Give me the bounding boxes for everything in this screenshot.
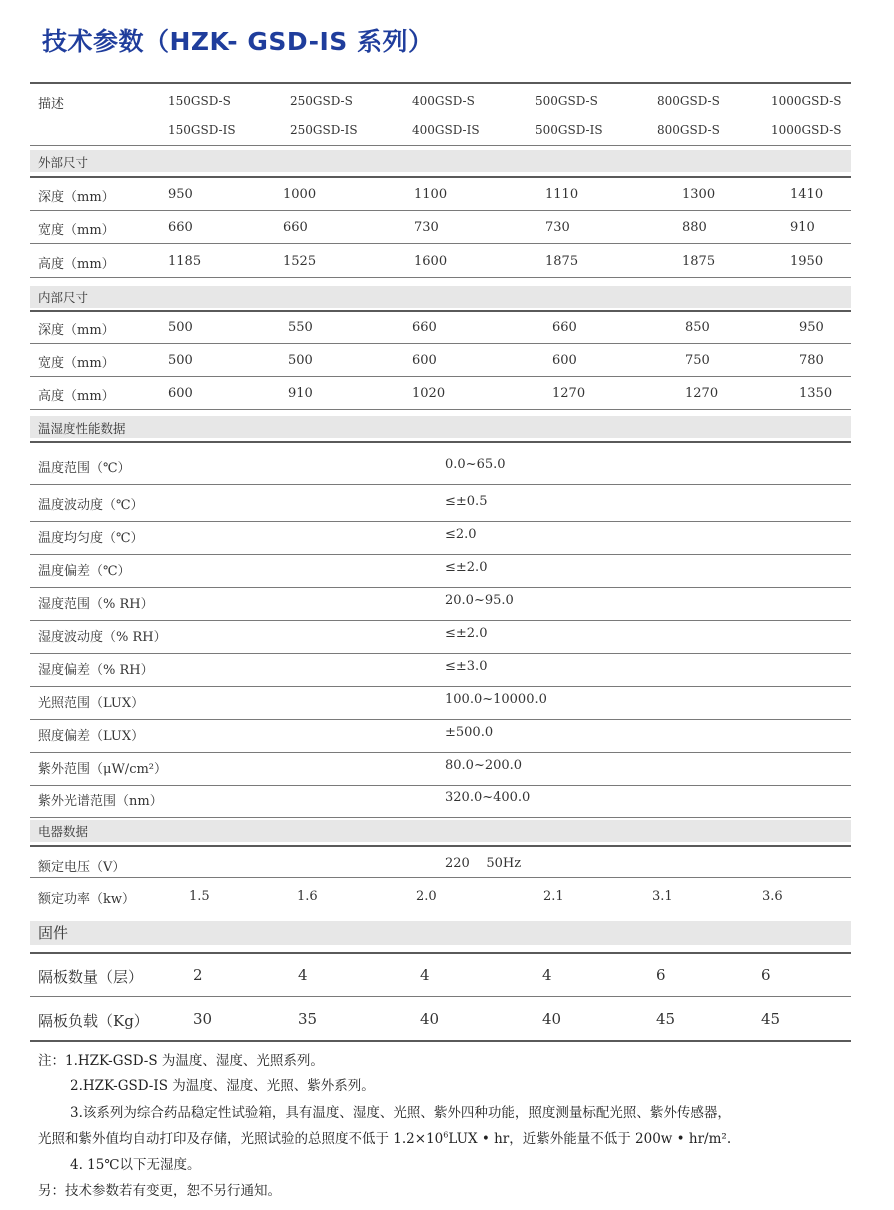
row-divider — [30, 952, 851, 954]
exponent: 6 — [443, 1130, 449, 1140]
header-label: 描述 — [38, 97, 65, 112]
row-divider — [30, 620, 851, 621]
row-label: 紫外光谱范围（nm） — [38, 794, 163, 809]
row-label: 隔板数量（层） — [38, 968, 144, 986]
cell-value: 1270 — [685, 386, 719, 401]
cell-value: 1.6 — [297, 889, 318, 904]
cell-value: 40 — [420, 1010, 440, 1028]
note-fragment: LUX • hr，近紫外能量不低于 200w • hr/m². — [448, 1131, 732, 1147]
cell-value: 100.0~10000.0 — [445, 692, 547, 707]
cell-value: 950 — [168, 187, 193, 202]
row-divider — [30, 176, 851, 178]
row-divider — [30, 719, 851, 720]
row-label: 光照范围（LUX） — [38, 696, 145, 711]
cell-value: 45 — [656, 1010, 676, 1028]
cell-value: 0.0~65.0 — [445, 457, 506, 472]
cell-value: 660 — [168, 220, 193, 235]
note-line: 另：技术参数若有变更，恕不另行通知。 — [38, 1183, 281, 1199]
cell-value: ≤±0.5 — [445, 494, 488, 509]
cell-value: 600 — [552, 353, 577, 368]
row-divider — [30, 243, 851, 244]
row-divider — [30, 376, 851, 377]
cell-value: 1270 — [552, 386, 586, 401]
cell-value: 1410 — [790, 187, 824, 202]
row-divider — [30, 1040, 851, 1042]
cell-value: 30 — [193, 1010, 213, 1028]
cell-value: 500 — [288, 353, 313, 368]
row-divider — [30, 587, 851, 588]
section-title: 外部尺寸 — [38, 155, 89, 170]
cell-value: ≤±3.0 — [445, 659, 488, 674]
cell-value: 660 — [283, 220, 308, 235]
row-divider — [30, 210, 851, 211]
note-line: 3.该系列为综合药品稳定性试验箱，具有温度、湿度、光照、紫外四种功能，照度测量标配光照、紫外传感器， — [70, 1105, 731, 1121]
cell-value: 500 — [168, 320, 193, 335]
section-band — [30, 921, 851, 945]
row-label: 温度波动度（℃） — [38, 498, 144, 513]
row-label: 额定电压（V） — [38, 860, 126, 875]
model-s-name: 1000GSD-S — [771, 94, 842, 108]
cell-value: 1020 — [412, 386, 446, 401]
row-divider — [30, 484, 851, 485]
cell-value: 850 — [685, 320, 710, 335]
row-divider — [30, 277, 851, 278]
cell-value: 1350 — [799, 386, 833, 401]
cell-value: 500 — [168, 353, 193, 368]
cell-value: 4 — [298, 966, 308, 984]
cell-value: 1300 — [682, 187, 716, 202]
cell-value: 35 — [298, 1010, 318, 1028]
row-divider — [30, 653, 851, 654]
model-is-name: 500GSD-IS — [535, 123, 603, 137]
row-label: 深度（mm） — [38, 323, 115, 338]
section-band — [30, 286, 851, 308]
model-s-name: 400GSD-S — [412, 94, 475, 108]
cell-value: 1110 — [545, 187, 579, 202]
cell-value: 1100 — [414, 187, 448, 202]
row-label: 隔板负载（Kg） — [38, 1012, 149, 1030]
model-is-name: 250GSD-IS — [290, 123, 358, 137]
model-s-name: 800GSD-S — [657, 94, 720, 108]
row-divider — [30, 441, 851, 443]
row-divider — [30, 752, 851, 753]
cell-value: 730 — [414, 220, 439, 235]
cell-value: ≤±2.0 — [445, 626, 488, 641]
row-divider — [30, 996, 851, 997]
cell-value: 780 — [799, 353, 824, 368]
cell-value: 750 — [685, 353, 710, 368]
cell-value: 3.1 — [652, 889, 673, 904]
page-title: 技术参数（HZK- GSD-IS 系列） — [42, 27, 434, 56]
cell-value: 1525 — [283, 254, 317, 269]
cell-value: 600 — [168, 386, 193, 401]
model-s-name: 500GSD-S — [535, 94, 598, 108]
cell-value: 2.0 — [416, 889, 437, 904]
row-divider — [30, 343, 851, 344]
cell-value: 320.0~400.0 — [445, 790, 531, 805]
cell-value: 1600 — [414, 254, 448, 269]
row-divider — [30, 82, 851, 84]
section-band — [30, 416, 851, 438]
cell-value: 2 — [193, 966, 203, 984]
model-is-name: 400GSD-IS — [412, 123, 480, 137]
row-divider — [30, 817, 851, 818]
cell-value: 1950 — [790, 254, 824, 269]
cell-value: 40 — [542, 1010, 562, 1028]
row-label: 温度范围（℃） — [38, 461, 131, 476]
cell-value: 1185 — [168, 254, 202, 269]
cell-value: 45 — [761, 1010, 781, 1028]
cell-value: 2.1 — [543, 889, 564, 904]
cell-value: ≤±2.0 — [445, 560, 488, 575]
cell-value: 550 — [288, 320, 313, 335]
cell-value: 4 — [542, 966, 552, 984]
row-divider — [30, 521, 851, 522]
row-label: 宽度（mm） — [38, 223, 115, 238]
cell-value: 660 — [552, 320, 577, 335]
row-divider — [30, 877, 851, 878]
row-label: 温度偏差（℃） — [38, 564, 131, 579]
note-line — [38, 1127, 731, 1147]
model-is-name: 800GSD-S — [657, 123, 720, 137]
row-divider — [30, 310, 851, 312]
row-label: 紫外范围（μW/cm²） — [38, 762, 168, 777]
cell-value: ±500.0 — [445, 725, 494, 740]
row-label: 高度（mm） — [38, 257, 115, 272]
row-divider — [30, 409, 851, 410]
model-s-name: 250GSD-S — [290, 94, 353, 108]
cell-value: 6 — [761, 966, 771, 984]
cell-value: ≤2.0 — [445, 527, 477, 542]
cell-value: 4 — [420, 966, 430, 984]
model-is-name: 1000GSD-S — [771, 123, 842, 137]
section-title: 固件 — [38, 924, 69, 942]
cell-value: 80.0~200.0 — [445, 758, 523, 773]
cell-value: 880 — [682, 220, 707, 235]
row-label: 额定功率（kw） — [38, 892, 136, 907]
section-band — [30, 150, 851, 172]
model-s-name: 150GSD-S — [168, 94, 231, 108]
cell-value: 3.6 — [762, 889, 783, 904]
cell-value: 730 — [545, 220, 570, 235]
row-label: 湿度偏差（% RH） — [38, 663, 154, 678]
cell-value: 910 — [790, 220, 815, 235]
row-divider — [30, 785, 851, 786]
cell-value: 20.0~95.0 — [445, 593, 514, 608]
row-divider — [30, 686, 851, 687]
note-line: 4. 15℃以下无湿度。 — [70, 1157, 201, 1173]
cell-value: 6 — [656, 966, 666, 984]
note-fragment: 光照和紫外值均自动打印及存储，光照试验的总照度不低于 1.2×10 — [38, 1131, 444, 1147]
cell-value: 1.5 — [189, 889, 210, 904]
cell-value: 220 50Hz — [445, 856, 522, 871]
cell-value: 950 — [799, 320, 824, 335]
row-label: 宽度（mm） — [38, 356, 115, 371]
cell-value: 1875 — [545, 254, 579, 269]
cell-value: 910 — [288, 386, 313, 401]
section-title: 电器数据 — [38, 824, 89, 839]
row-label: 温度均匀度（℃） — [38, 531, 144, 546]
model-is-name: 150GSD-IS — [168, 123, 236, 137]
cell-value: 1000 — [283, 187, 317, 202]
row-label: 高度（mm） — [38, 389, 115, 404]
row-divider — [30, 845, 851, 847]
note-line: 2.HZK-GSD-IS 为温度、湿度、光照、紫外系列。 — [70, 1078, 375, 1094]
section-title: 内部尺寸 — [38, 290, 89, 305]
row-label: 照度偏差（LUX） — [38, 729, 145, 744]
section-title: 温湿度性能数据 — [38, 421, 126, 436]
cell-value: 660 — [412, 320, 437, 335]
row-label: 湿度范围（% RH） — [38, 597, 154, 612]
note-line: 注：1.HZK-GSD-S 为温度、湿度、光照系列。 — [38, 1053, 324, 1069]
cell-value: 600 — [412, 353, 437, 368]
cell-value: 1875 — [682, 254, 716, 269]
row-label: 湿度波动度（% RH） — [38, 630, 167, 645]
row-divider — [30, 554, 851, 555]
section-band — [30, 820, 851, 842]
row-label: 深度（mm） — [38, 190, 115, 205]
row-divider — [30, 145, 851, 146]
